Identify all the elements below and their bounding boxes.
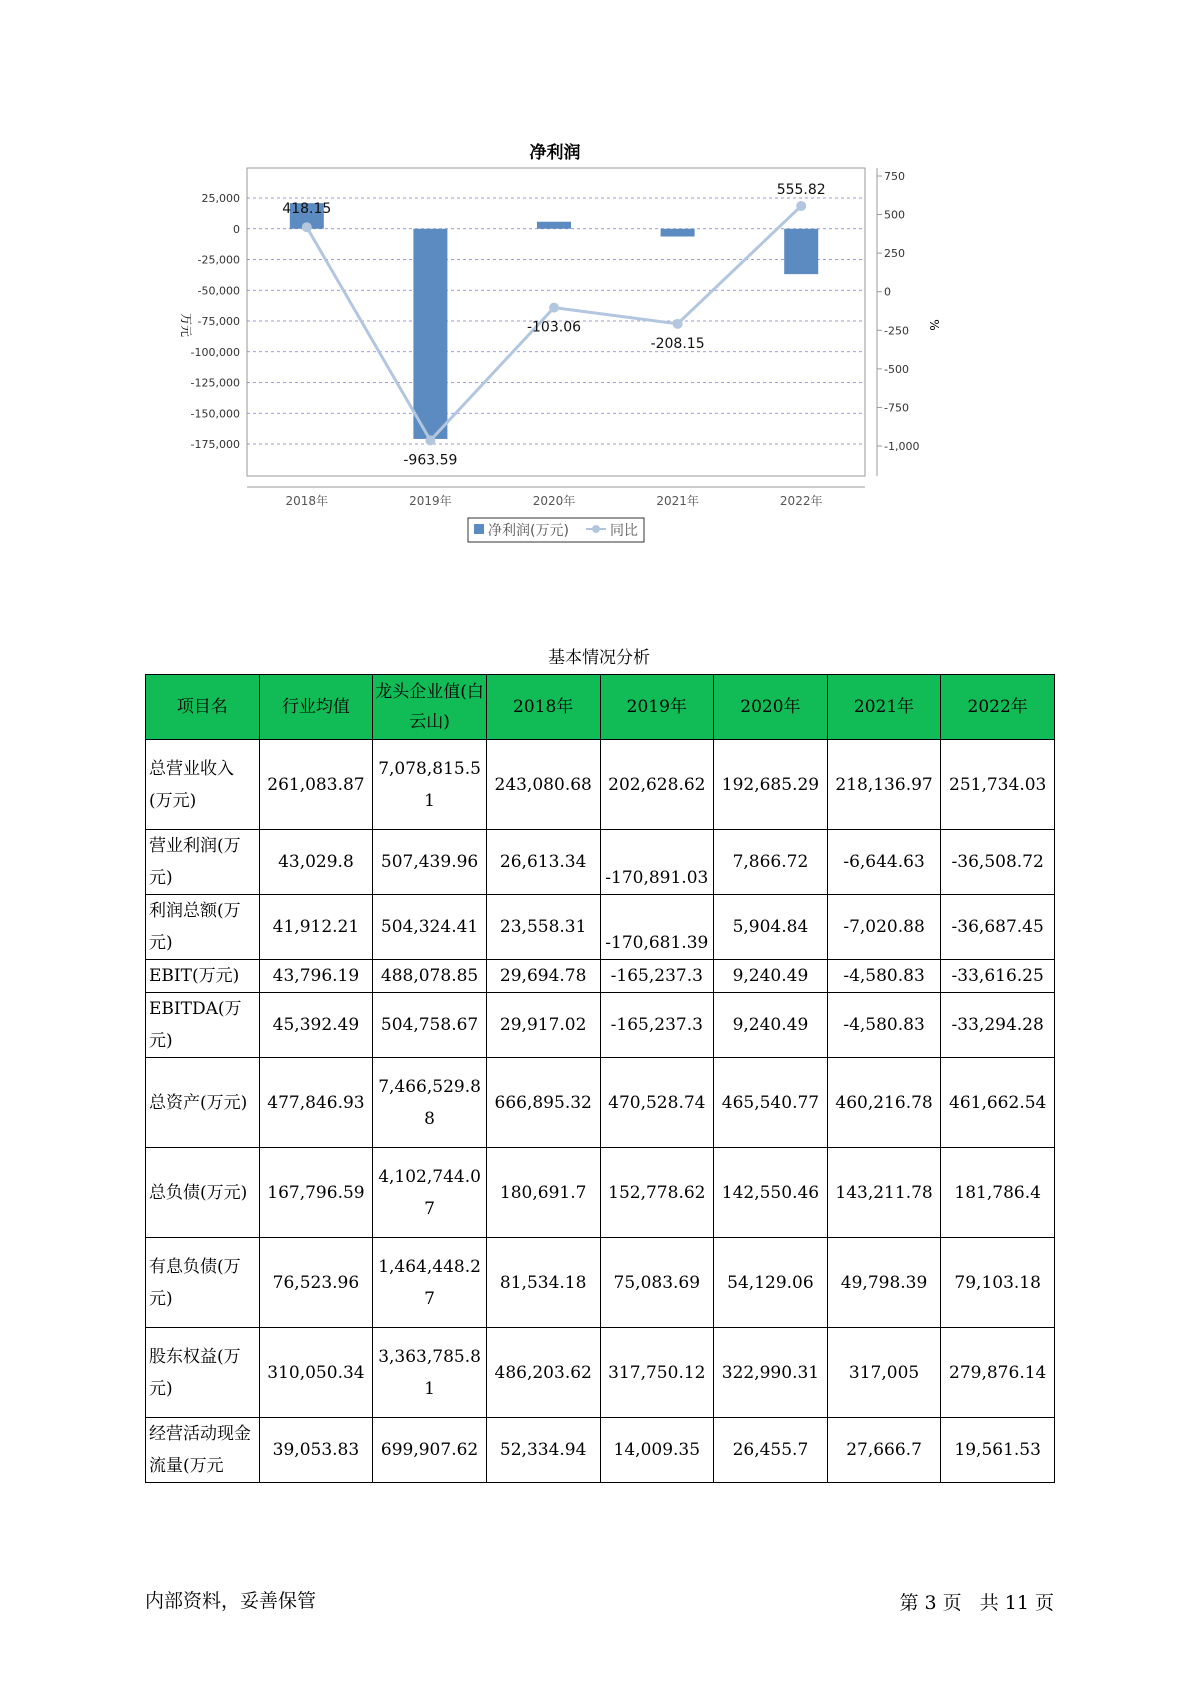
- yoy-data-label: 555.82: [776, 181, 826, 198]
- table-cell: 49,798.39: [827, 1238, 941, 1328]
- net-profit-bar: [537, 222, 571, 229]
- table-cell: 181,786.4: [941, 1148, 1055, 1238]
- table-cell: 143,211.78: [827, 1148, 941, 1238]
- table-cell: 279,876.14: [941, 1328, 1055, 1418]
- left-tick-label: 25,000: [201, 192, 240, 205]
- table-cell: 477,846.93: [259, 1058, 373, 1148]
- table-cell: 26,455.7: [714, 1418, 828, 1483]
- table-cell: 488,078.85: [373, 960, 487, 993]
- table-cell: 460,216.78: [827, 1058, 941, 1148]
- table-cell: -170,891.03: [600, 830, 714, 895]
- table-cell: 666,895.32: [486, 1058, 600, 1148]
- row-label-cell: 营业利润(万元): [146, 830, 260, 895]
- table-cell: 486,203.62: [486, 1328, 600, 1418]
- row-label-cell: 股东权益(万元): [146, 1328, 260, 1418]
- legend-line-label: 同比: [610, 523, 638, 539]
- table-row: [146, 960, 1055, 993]
- table-cell: 26,613.34: [486, 830, 600, 895]
- table-cell: 243,080.68: [486, 740, 600, 830]
- table-row: [146, 740, 1055, 830]
- table-cell: 261,083.87: [259, 740, 373, 830]
- table-cell: 465,540.77: [714, 1058, 828, 1148]
- net-profit-bar: [413, 229, 447, 439]
- table-cell: 7,866.72: [714, 830, 828, 895]
- table-cell: -36,508.72: [941, 830, 1055, 895]
- table-cell: 142,550.46: [714, 1148, 828, 1238]
- yoy-point: [673, 319, 683, 329]
- table-cell: 19,561.53: [941, 1418, 1055, 1483]
- left-tick-label: -150,000: [190, 407, 240, 421]
- table-cell: 167,796.59: [259, 1148, 373, 1238]
- net-profit-bar: [661, 229, 695, 237]
- row-label-cell: 总营业收入(万元): [146, 740, 260, 830]
- table-caption: 基本情况分析: [548, 648, 650, 668]
- x-axis-labels: [286, 493, 823, 508]
- legend-bar-label: 净利润(万元): [488, 523, 569, 539]
- table-cell: 317,005: [827, 1328, 941, 1418]
- table-header-cell: 2019年: [600, 675, 714, 740]
- table-cell: 81,534.18: [486, 1238, 600, 1328]
- table-cell: 152,778.62: [600, 1148, 714, 1238]
- left-tick-label: -125,000: [190, 376, 240, 390]
- table-cell: 470,528.74: [600, 1058, 714, 1148]
- table-cell: 9,240.49: [714, 960, 828, 993]
- x-tick-label: 2020年: [532, 494, 576, 508]
- table-row: [146, 1238, 1055, 1328]
- table-cell: -170,681.39: [600, 895, 714, 960]
- right-tick-label: -500: [884, 362, 909, 376]
- table-cell: 310,050.34: [259, 1328, 373, 1418]
- table-cell: 54,129.06: [714, 1238, 828, 1328]
- table-cell: 76,523.96: [259, 1238, 373, 1328]
- table-cell: 9,240.49: [714, 993, 828, 1058]
- right-axis-label: %: [927, 319, 941, 331]
- x-tick-label: 2021年: [656, 494, 699, 508]
- table-cell: -165,237.3: [600, 960, 714, 993]
- table-cell: 218,136.97: [827, 740, 941, 830]
- table-cell: -4,580.83: [827, 993, 941, 1058]
- table-cell: 317,750.12: [600, 1328, 714, 1418]
- x-tick-label: 2022年: [779, 494, 823, 508]
- left-tick-label: -25,000: [197, 253, 240, 267]
- table-cell: -33,616.25: [941, 960, 1055, 993]
- row-label-cell: 经营活动现金流量(万元: [146, 1418, 260, 1483]
- legend-line-marker: [592, 525, 600, 533]
- right-tick-label: -750: [884, 401, 909, 415]
- table-cell: 507,439.96: [373, 830, 487, 895]
- table-cell: -33,294.28: [941, 993, 1055, 1058]
- left-axis-label: 万元: [179, 312, 193, 338]
- yoy-data-label: -208.15: [650, 335, 705, 352]
- row-label-cell: 利润总额(万元): [146, 895, 260, 960]
- table-cell: 4,102,744.07: [373, 1148, 487, 1238]
- footer-confidential-note: 内部资料，妥善保管: [145, 1590, 317, 1612]
- table-cell: 41,912.21: [259, 895, 373, 960]
- table-cell: 23,558.31: [486, 895, 600, 960]
- footer-page-number: 第 3 页 共 11 页: [899, 1592, 1054, 1614]
- x-tick-label: 2018年: [285, 494, 329, 508]
- table-cell: 14,009.35: [600, 1418, 714, 1483]
- row-label-cell: EBITDA(万元): [146, 993, 260, 1058]
- table-header-cell: 2018年: [486, 675, 600, 740]
- table-cell: -4,580.83: [827, 960, 941, 993]
- table-cell: 192,685.29: [714, 740, 828, 830]
- yoy-point: [425, 435, 435, 445]
- table-header-cell: 2020年: [714, 675, 828, 740]
- yoy-point: [549, 303, 559, 313]
- table-row: [146, 895, 1055, 960]
- table-cell: 7,466,529.88: [373, 1058, 487, 1148]
- table-header-cell: 2022年: [941, 675, 1055, 740]
- table-header-cell: 行业均值: [259, 675, 373, 740]
- left-tick-label: -100,000: [190, 345, 240, 359]
- right-axis-ticks: [877, 170, 919, 453]
- row-label-cell: 总资产(万元): [146, 1058, 260, 1148]
- table-cell: 75,083.69: [600, 1238, 714, 1328]
- table-cell: 504,324.41: [373, 895, 487, 960]
- table-cell: 29,694.78: [486, 960, 600, 993]
- table-cell: 43,796.19: [259, 960, 373, 993]
- left-tick-label: -175,000: [190, 438, 240, 451]
- left-axis-ticks: [191, 192, 240, 451]
- basic-analysis-table: [145, 674, 1055, 1483]
- table-cell: 43,029.8: [259, 830, 373, 895]
- right-tick-label: 0: [884, 285, 891, 299]
- chart-title: 净利润: [529, 143, 581, 163]
- table-row: [146, 1328, 1055, 1418]
- table-row: [146, 1418, 1055, 1483]
- right-tick-label: 500: [884, 208, 905, 222]
- table-cell: 180,691.7: [486, 1148, 600, 1238]
- table-cell: -165,237.3: [600, 993, 714, 1058]
- table-cell: 461,662.54: [941, 1058, 1055, 1148]
- table-cell: 45,392.49: [259, 993, 373, 1058]
- table-cell: 699,907.62: [373, 1418, 487, 1483]
- table-cell: 3,363,785.81: [373, 1328, 487, 1418]
- table-cell: 322,990.31: [714, 1328, 828, 1418]
- right-tick-label: -1,000: [884, 440, 920, 453]
- table-cell: -6,644.63: [827, 830, 941, 895]
- yoy-data-label: -963.59: [403, 452, 458, 469]
- table-cell: 251,734.03: [941, 740, 1055, 830]
- table-cell: 79,103.18: [941, 1238, 1055, 1328]
- table-cell: -36,687.45: [941, 895, 1055, 960]
- table-header-cell: 龙头企业值(白云山): [373, 675, 487, 740]
- right-tick-label: -250: [884, 324, 909, 338]
- table-row: [146, 993, 1055, 1058]
- table-cell: 52,334.94: [486, 1418, 600, 1483]
- left-tick-label: 0: [233, 222, 240, 236]
- right-tick-label: 750: [884, 170, 905, 183]
- net-profit-bar: [784, 229, 818, 274]
- table-cell: 5,904.84: [714, 895, 828, 960]
- row-label-cell: EBIT(万元): [146, 960, 260, 993]
- right-tick-label: 250: [884, 247, 905, 261]
- table-body: [146, 740, 1055, 1483]
- legend: [468, 518, 644, 542]
- table-row: [146, 830, 1055, 895]
- table-cell: 39,053.83: [259, 1418, 373, 1483]
- table-cell: 7,078,815.51: [373, 740, 487, 830]
- row-label-cell: 总负债(万元): [146, 1148, 260, 1238]
- yoy-point: [302, 222, 312, 232]
- table-row: [146, 1148, 1055, 1238]
- table-row: [146, 1058, 1055, 1148]
- yoy-data-label: 418.15: [282, 201, 332, 218]
- table-header-cell: 项目名: [146, 675, 260, 740]
- row-label-cell: 有息负债(万元): [146, 1238, 260, 1328]
- table-header-row: [146, 675, 1055, 740]
- table-cell: 27,666.7: [827, 1418, 941, 1483]
- table-cell: 504,758.67: [373, 993, 487, 1058]
- legend-bar-swatch: [474, 524, 484, 534]
- yoy-point: [796, 201, 806, 211]
- table-cell: 202,628.62: [600, 740, 714, 830]
- left-tick-label: -75,000: [197, 315, 240, 328]
- table-cell: 1,464,448.27: [373, 1238, 487, 1328]
- net-profit-chart: [170, 130, 1030, 600]
- table-header-cell: 2021年: [827, 675, 941, 740]
- table-cell: 29,917.02: [486, 993, 600, 1058]
- left-tick-label: -50,000: [197, 284, 240, 298]
- table-cell: -7,020.88: [827, 895, 941, 960]
- yoy-data-label: -103.06: [526, 319, 582, 336]
- x-tick-label: 2019年: [409, 494, 452, 508]
